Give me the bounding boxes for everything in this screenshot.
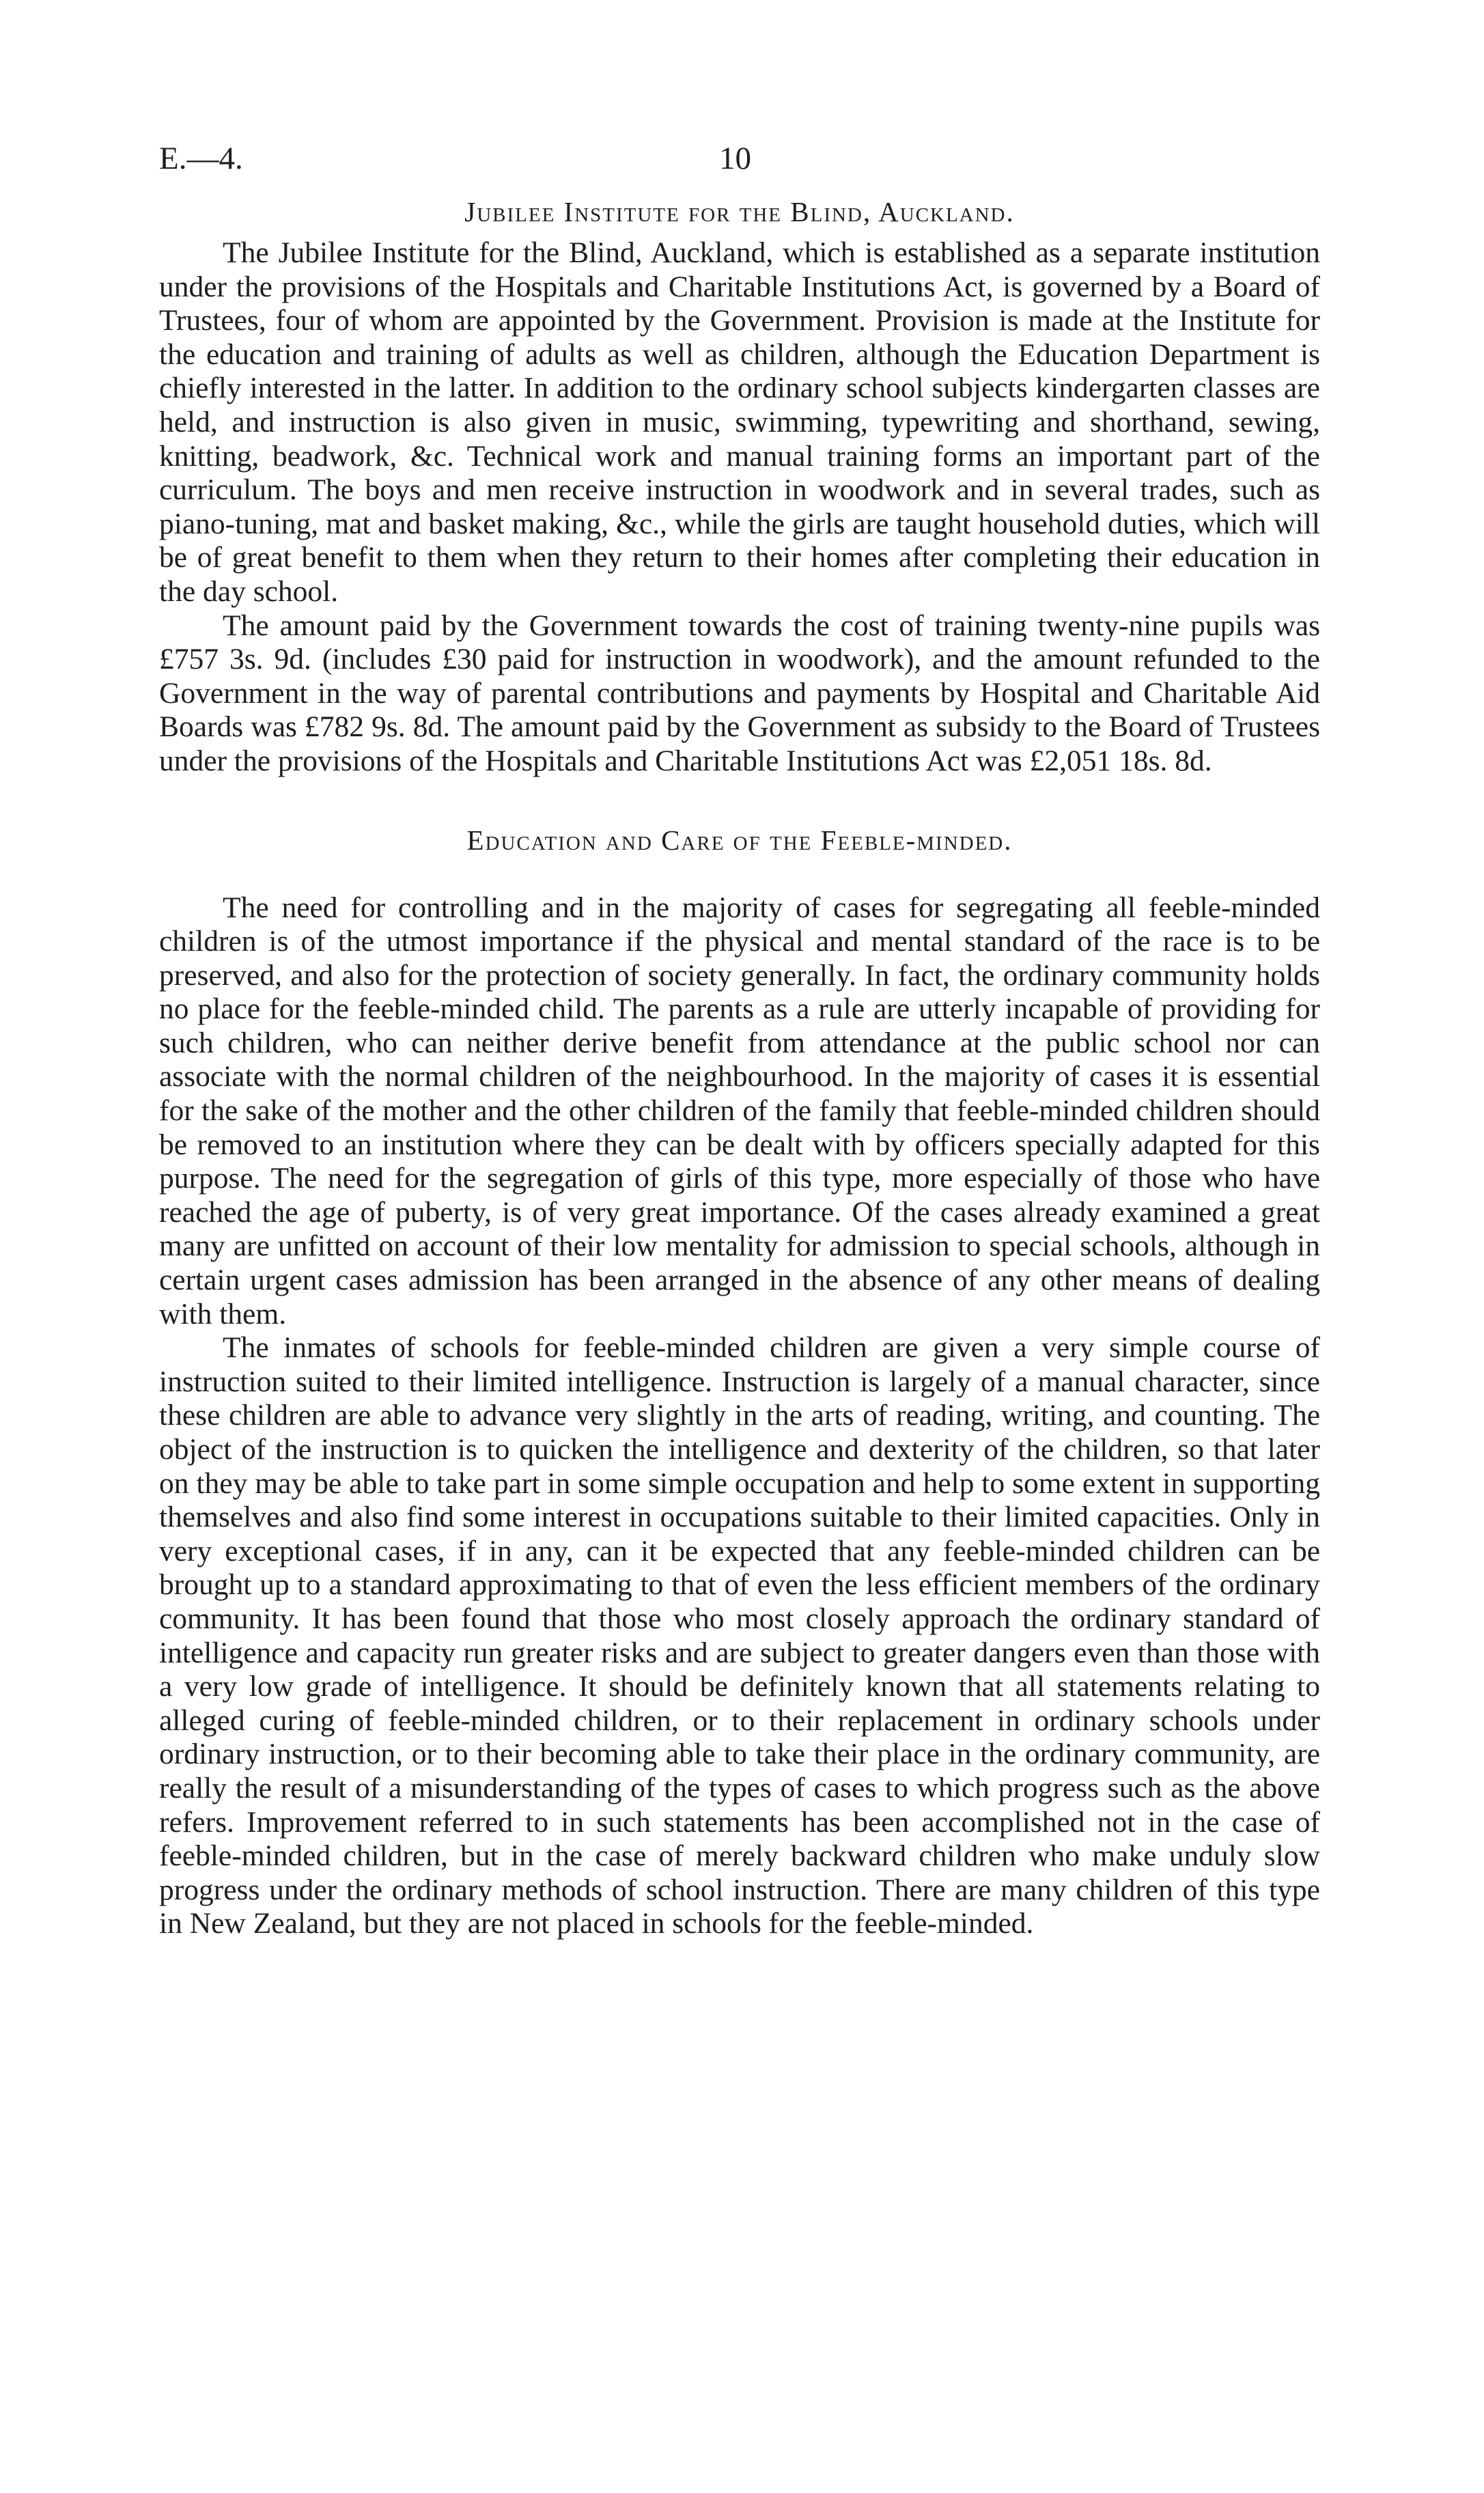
paragraph: The inmates of schools for feeble-minded children are given a very simple course of instruction suited to their limited intelligence. Instruction is largely of a manual character, since these children are able to advance very slightly in the arts of reading, writing, and counting. The object of the instruction is to quicken the intelligence and dexterity of the children, so that later on they may be able to take part in some simple occupation and help to some extent in supporting themselves and also find some interest in occupations suitable to their limited capacities. Only in very exceptional cases, if in any, can it be expected that any feeble-minded children can be brought up to a standard approximating to that of even the less efficient members of the ordinary community. It has been found that those who most closely approach the ordinary standard of intelligence and capacity run greater risks and are subject to greater dangers even than those with a very low grade of intelligence. It should be definitely known that all statements relating to alleged curing of feeble-minded children, or to their replacement in ordinary schools under ordinary instruction, or to their becoming able to take their place in the ordinary community, are really the result of a misunderstanding of the types of cases to which progress such as the above refers. Improvement referred to in such statements has been accomplished not in the case of feeble-minded children, but in the case of merely backward children who make unduly slow progress under the ordinary methods of school instruction. There are many children of this type in New Zealand, but they are not placed in schools for the feeble-minded. [159, 1331, 1320, 1940]
section-blind-institute [159, 191, 1320, 779]
section-heading: Education and Care of the Feeble-minded. [466, 824, 1013, 856]
body-text [159, 191, 1320, 1941]
page-number: 10 [719, 141, 751, 176]
document-reference: E.—4. [159, 141, 243, 176]
section-heading: Jubilee Institute for the Blind, Auckland. [464, 196, 1015, 227]
section-feeble-minded [159, 820, 1320, 1941]
paragraph: The amount paid by the Government towards the cost of training twenty-nine pupils was £757 3s. 9d. (includes £30 paid for instruction in woodwork), and the amount refunded to the Government in the way of parental contributions and payments by Hospital and Charitable Aid Boards was £782 9s. 8d. The amount paid by the Government as subsidy to the Board of Trustees under the provisions of the Hospitals and Charitable Institutions Act was £2,051 18s. 8d. [159, 609, 1320, 777]
running-head [159, 140, 1320, 181]
paragraph: The need for controlling and in the majority of cases for segregating all feeble-minded children is of the utmost importance if the physical and mental standard of the race is to be preserved, and also for the protection of society generally. In fact, the ordinary community holds no place for the feeble-minded child. The parents as a rule are utterly incapable of providing for such children, who can neither derive benefit from attendance at the public school nor can associate with the normal children of the neighbourhood. In the majority of cases it is essential for the sake of the mother and the other children of the family that feeble-minded children should be removed to an institution where they can be dealt with by officers specially adapted for this purpose. The need for the segregation of girls of this type, more especially of those who have reached the age of puberty, is of very great importance. Of the cases already examined a great many are unfitted on account of their low mentality for admission to special schools, although in certain urgent cases admission has been arranged in the absence of any other means of dealing with them. [159, 891, 1320, 1331]
paragraph: The Jubilee Institute for the Blind, Auckland, which is established as a separate institution under the provisions of the Hospitals and Charitable Institutions Act, is governed by a Board of Trustees, four of whom are appointed by the Government. Provision is made at the Institute for the education and training of adults as well as children, although the Education Department is chiefly interested in the latter. In addition to the ordinary school subjects kindergarten classes are held, and instruction is also given in music, swimming, typewriting and shorthand, sewing, knitting, beadwork, &c. Technical work and manual training forms an important part of the curriculum. The boys and men receive instruction in woodwork and in several trades, such as piano-tuning, mat and basket making, &c., while the girls are taught household duties, which will be of great benefit to them when they return to their homes after completing their education in the day school. [159, 236, 1320, 608]
